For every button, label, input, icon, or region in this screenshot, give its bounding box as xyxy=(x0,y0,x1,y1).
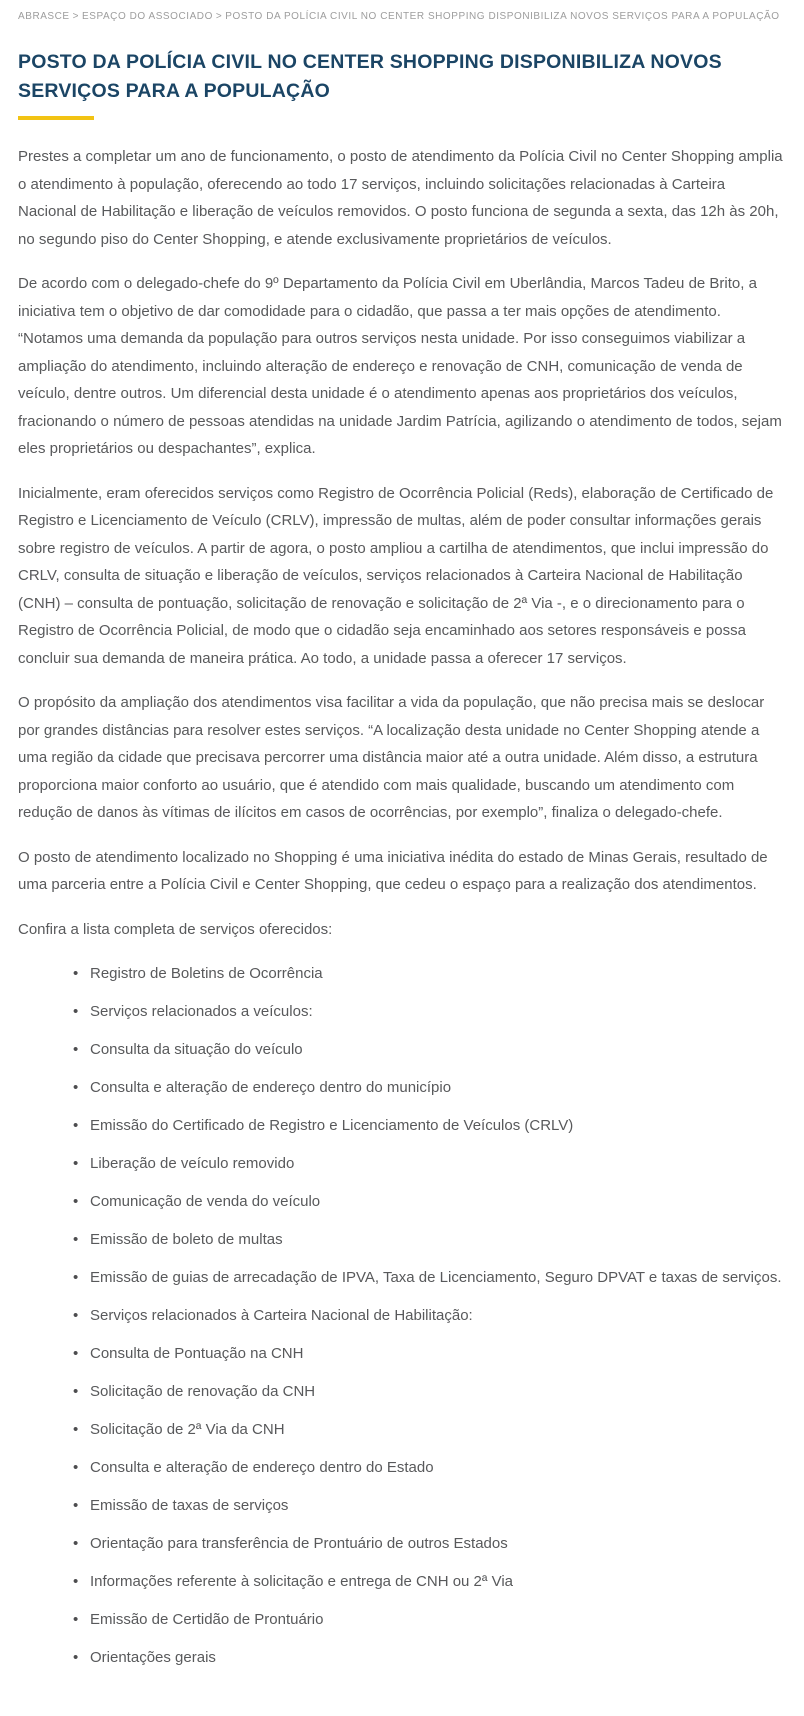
service-list-item: • Emissão de Certidão de Prontuário xyxy=(90,1610,786,1630)
page-title: POSTO DA POLÍCIA CIVIL NO CENTER SHOPPING DISPONIBILIZA NOVOS SERVIÇOS PARA A POPULAÇÃO xyxy=(18,51,722,102)
breadcrumb-link-espaco-do-associado[interactable]: ESPAÇO DO ASSOCIADO xyxy=(82,11,213,22)
breadcrumb-link-abrasce[interactable]: ABRASCE xyxy=(18,11,70,22)
service-list-item: • Solicitação de renovação da CNH xyxy=(90,1382,786,1402)
service-list-item: • Registro de Boletins de Ocorrência xyxy=(90,964,786,984)
service-list-item: • Serviços relacionados à Carteira Nacional de Habilitação: xyxy=(90,1306,786,1326)
article-paragraph: O propósito da ampliação dos atendimentos visa facilitar a vida da população, que não precisa mais se deslocar por grandes distâncias para resolver estes serviços. “A localização desta unidade no Center Shopping atende a uma região da cidade que precisava percorrer uma distância maior até a outra unidade. Além disso, a estrutura proporciona maior conforto ao usuário, que é atendido com mais qualidade, buscando um atendimento com redução de danos às vítimas de ilícitos em casos de ocorrências, por exemplo”, finaliza o delegado-chefe. xyxy=(18,694,765,821)
service-list-item: • Informações referente à solicitação e entrega de CNH ou 2ª Via xyxy=(90,1572,786,1592)
service-list-item: • Consulta e alteração de endereço dentro do município xyxy=(90,1078,786,1098)
breadcrumb-current-page: POSTO DA POLÍCIA CIVIL NO CENTER SHOPPING DISPONIBILIZA NOVOS SERVIÇOS PARA A POPULAÇÃO xyxy=(225,11,780,22)
article-paragraph: Prestes a completar um ano de funcionamento, o posto de atendimento da Polícia Civil no Center Shopping amplia o atendimento à população, oferecendo ao todo 17 serviços, incluindo solicitações relacionadas à Carteira Nacional de Habilitação e liberação de veículos removidos. O posto funciona de segunda a sexta, das 12h às 20h, no segundo piso do Center Shopping, e atende exclusivamente proprietários de veículos. xyxy=(18,148,783,248)
article-paragraph: Inicialmente, eram oferecidos serviços como Registro de Ocorrência Policial (Reds), elaboração de Certificado de Registro e Licenciamento de Veículo (CRLV), impressão de multas, além de poder consultar informações gerais sobre registro de veículos. A partir de agora, o posto ampliou a cartilha de atendimentos, que inclui impressão do CRLV, consulta de situação e liberação de veículos, serviços relacionados à Carteira Nacional de Habilitação (CNH) – consulta de pontuação, solicitação de renovação e solicitação de 2ª Via -, e o direcionamento para o Registro de Ocorrência Policial, de modo que o cidadão seja encaminhado aos setores responsáveis e possa concluir sua demanda de maneira prática. Ao todo, a unidade passa a oferecer 17 serviços. xyxy=(18,484,774,667)
title-accent-bar xyxy=(18,116,94,120)
breadcrumb-separator: > xyxy=(72,11,80,22)
breadcrumb-separator: > xyxy=(215,11,223,22)
service-list-item: • Orientações gerais xyxy=(90,1648,786,1668)
services-list xyxy=(18,964,786,1668)
services-list-intro: Confira a lista completa de serviços oferecidos: xyxy=(18,920,333,938)
service-list-item: • Emissão de guias de arrecadação de IPVA, Taxa de Licenciamento, Seguro DPVAT e taxas de serviços. xyxy=(90,1268,786,1288)
service-list-item: • Consulta da situação do veículo xyxy=(90,1040,786,1060)
service-list-item: • Emissão de taxas de serviços xyxy=(90,1496,786,1516)
article-paragraph: De acordo com o delegado-chefe do 9º Departamento da Polícia Civil em Uberlândia, Marcos Tadeu de Brito, a iniciativa tem o objetivo de dar comodidade para o cidadão, que passa a ter mais opções de atendimento. “Notamos uma demanda da população para outros serviços nesta unidade. Por isso conseguimos viabilizar a ampliação do atendimento, incluindo alteração de endereço e renovação de CNH, comunicação de venda de veículo, dentre outros. Um diferencial desta unidade é o atendimento apenas aos proprietários dos veículos, fracionando o número de pessoas atendidas na unidade Jardim Patrícia, agilizando o atendimento de todos, sejam eles proprietários ou despachantes”, explica. xyxy=(18,275,782,457)
service-list-item: • Consulta de Pontuação na CNH xyxy=(90,1344,786,1364)
breadcrumb xyxy=(18,10,786,24)
article-body xyxy=(18,143,786,1668)
service-list-item: • Comunicação de venda do veículo xyxy=(90,1192,786,1212)
service-list-item: • Emissão do Certificado de Registro e Licenciamento de Veículos (CRLV) xyxy=(90,1116,786,1136)
service-list-item: • Orientação para transferência de Prontuário de outros Estados xyxy=(90,1534,786,1554)
service-list-item: • Liberação de veículo removido xyxy=(90,1154,786,1174)
service-list-item: • Consulta e alteração de endereço dentro do Estado xyxy=(90,1458,786,1478)
article-paragraph: O posto de atendimento localizado no Shopping é uma iniciativa inédita do estado de Minas Gerais, resultado de uma parceria entre a Polícia Civil e Center Shopping, que cedeu o espaço para a realização dos atendimentos. xyxy=(18,848,768,893)
service-list-item: • Emissão de boleto de multas xyxy=(90,1230,786,1250)
service-list-item: • Solicitação de 2ª Via da CNH xyxy=(90,1420,786,1440)
service-list-item: • Serviços relacionados a veículos: xyxy=(90,1002,786,1022)
